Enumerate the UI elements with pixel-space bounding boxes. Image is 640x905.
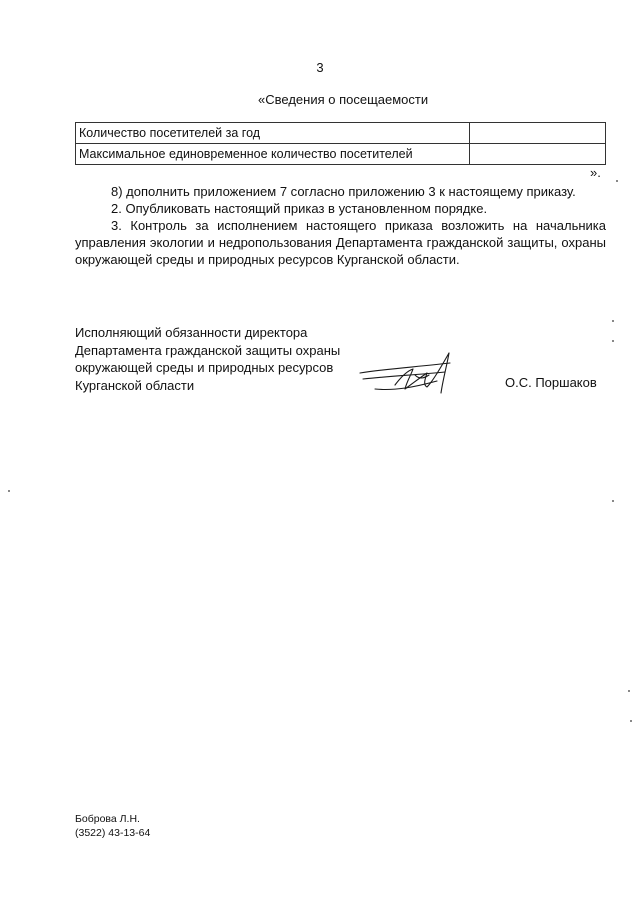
paragraph-control: 3. Контроль за исполнением настоящего приказа возложить на начальника управления экологии и недропользования Департамента гражданской защиты, охраны окружающей среды и природных ресурсов Курганской области. bbox=[75, 218, 606, 267]
scan-speck bbox=[630, 720, 632, 722]
signer-name: О.С. Поршаков bbox=[505, 375, 597, 390]
scan-speck bbox=[612, 320, 614, 322]
attendance-table bbox=[75, 122, 606, 165]
closing-quote: ». bbox=[590, 165, 601, 180]
paragraph-publish: 2. Опубликовать настоящий приказ в установленном порядке. bbox=[111, 201, 488, 216]
table-cell-label: Количество посетителей за год bbox=[76, 123, 470, 144]
body-text bbox=[75, 183, 606, 268]
footer-executor-info bbox=[75, 812, 150, 840]
scan-speck bbox=[8, 490, 10, 492]
scan-speck bbox=[628, 690, 630, 692]
table-cell-label: Максимальное единовременное количество посетителей bbox=[76, 144, 470, 165]
page-number: 3 bbox=[316, 60, 324, 75]
table-caption: «Сведения о посещаемости bbox=[258, 92, 429, 107]
signer-title-line: Курганской области bbox=[75, 377, 195, 393]
paragraph-item-8: 8) дополнить приложением 7 согласно приложению 3 к настоящему приказу. bbox=[111, 184, 576, 199]
scan-speck bbox=[612, 500, 614, 502]
executor-name: Боброва Л.Н. bbox=[75, 813, 140, 825]
table-row bbox=[76, 123, 606, 144]
table-cell-value bbox=[470, 123, 606, 144]
scan-speck bbox=[616, 180, 618, 182]
handwritten-signature bbox=[355, 345, 495, 405]
executor-phone: (3522) 43-13-64 bbox=[75, 827, 151, 839]
signer-title-line: Исполняющий обязанности директора bbox=[75, 325, 308, 340]
table-cell-value bbox=[470, 144, 606, 165]
table-row bbox=[76, 144, 606, 165]
signer-title bbox=[75, 324, 340, 394]
scan-speck bbox=[612, 340, 614, 342]
signer-title-line: окружающей среды и природных ресурсов bbox=[75, 360, 334, 375]
signer-title-line: Департамента гражданской защиты охраны bbox=[75, 342, 341, 358]
